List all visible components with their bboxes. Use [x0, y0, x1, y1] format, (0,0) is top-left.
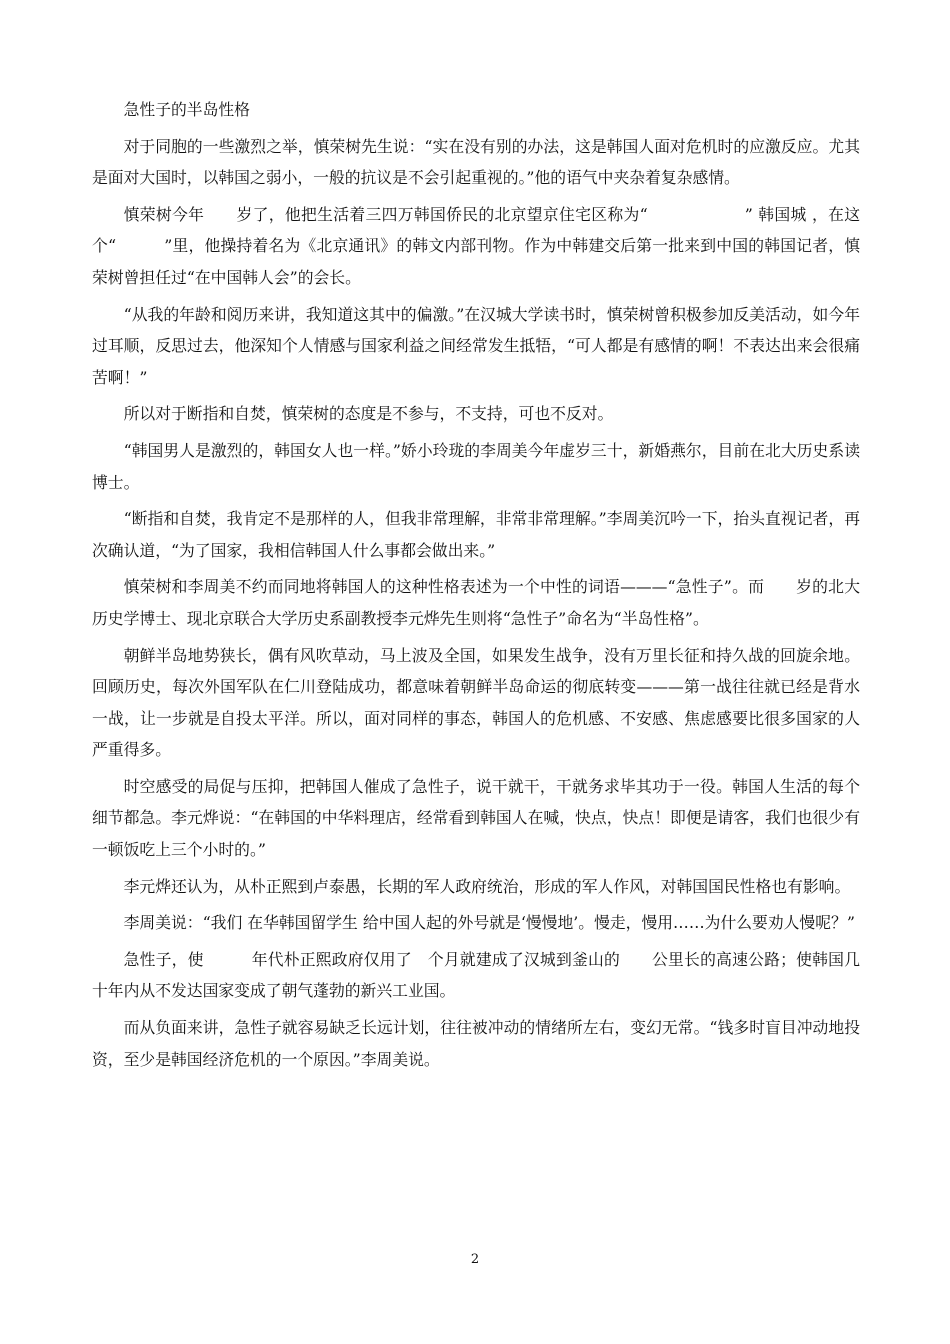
paragraph-4: 所以对于断指和自焚，慎荣树的态度是不参与，不支持，可也不反对。: [123, 404, 614, 424]
paragraph-8: 朝鲜半岛地势狭长，偶有风吹草动，马上波及全国，如果发生战争，没有万里长征和持久战的回旋余地。回顾历史，每次外国军队在仁川登陆成功，都意味着朝鲜半岛命运的彻底转变———第一战往往就已经是背水一战，让一步就是自投太平洋。所以，面对同样的事态，韩国人的危机感、不安感、焦虑感要比很多国家的人严重得多。: [92, 645, 860, 760]
paragraph-2: 慎荣树今年 岁了，他把生活着三四万韩国侨民的北京望京住宅区称为“ ” 韩国城 ，在这个“ ”里，他操持着名为《北京通讯》的韩文内部刊物。作为中韩建交后第一批来到中国的韩国记者，慎荣树曾担任过“在中国韩人会”的会长。: [92, 204, 860, 287]
page-number: 2: [470, 1252, 480, 1267]
paragraph-10: 李元烨还认为，从朴正熙到卢泰愚，长期的军人政府统治，形成的军人作风，对韩国国民性格也有影响。: [123, 876, 851, 896]
paragraph-1: 对于同胞的一些激烈之举，慎荣树先生说：“实在没有别的办法，这是韩国人面对危机时的应激反应。尤其是面对大国时，以韩国之弱小，一般的抗议是不会引起重视的。”他的语气中夹杂着复杂感情。: [92, 136, 860, 188]
paragraph-9: 时空感受的局促与压抑，把韩国人催成了急性子，说干就干，干就务求毕其功于一役。韩国人生活的每个细节都急。李元烨说：“在韩国的中华料理店，经常看到韩国人在喊，快点，快点！即便是请客，我们也很少有一顿饭吃上三个小时的。”: [92, 776, 860, 860]
document-body: [92, 94, 860, 1080]
paragraph-7: 慎荣树和李周美不约而同地将韩国人的这种性格表述为一个中性的词语———“急性子”。而 岁的北大历史学博士、现北京联合大学历史系副教授李元烨先生则将“急性子”命名为“半岛性格”。: [92, 577, 860, 628]
section-title: 急性子的半岛性格: [123, 100, 250, 119]
paragraph-6: “断指和自焚，我肯定不是那样的人，但我非常理解，非常非常理解。”李周美沉吟一下，抬头直视记者，再次确认道，“为了国家，我相信韩国人什么事都会做出来。”: [92, 509, 860, 560]
paragraph-5: “韩国男人是激烈的，韩国女人也一样。”娇小玲珑的李周美今年虚岁三十，新婚燕尔，目前在北大历史系读博士。: [92, 440, 860, 492]
paragraph-12: 急性子，使 年代朴正熙政府仅用了 个月就建成了汉城到釜山的 公里长的高速公路；使韩国几十年内从不发达国家变成了朝气蓬勃的新兴工业国。: [92, 949, 860, 1001]
paragraph-11: 李周美说：“我们 在华韩国留学生 给中国人起的外号就是‘慢慢地’。慢走，慢用……为什么要劝人慢呢？”: [123, 913, 855, 933]
paragraph-3: “从我的年龄和阅历来讲，我知道这其中的偏激。”在汉城大学读书时，慎荣树曾积极参加反美活动，如今年过耳顺，反思过去，他深知个人情感与国家利益之间经常发生抵牾，“可人都是有感情的啊！不表达出来会很痛苦啊！”: [92, 304, 860, 387]
paragraph-13: 而从负面来讲，急性子就容易缺乏长远计划，往往被冲动的情绪所左右，变幻无常。“钱多时盲目冲动地投资，至少是韩国经济危机的一个原因。”李周美说。: [92, 1018, 860, 1069]
